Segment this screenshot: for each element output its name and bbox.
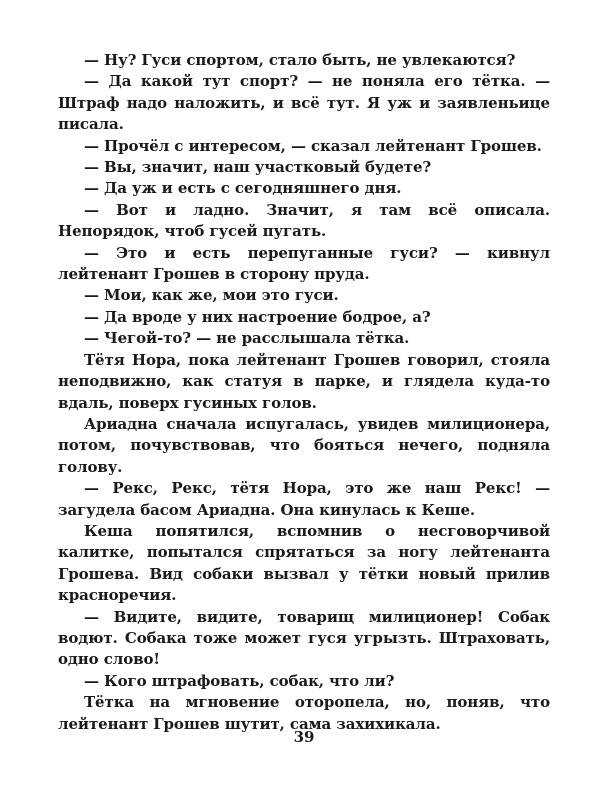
paragraph: — Вы, значит, наш участковый будете? (84, 158, 432, 177)
paragraph: — Это и есть перепуганные гуси? — кивнул лейтенант Грошев в сторону пруда. (58, 243, 550, 284)
paragraph: Тётя Нора, пока лейтенант Грошев говорил, стояла неподвижно, как статуя в парке, и глядела куда-то вдаль, поверх гусиных голов. (58, 350, 550, 412)
paragraph: — Вот и ладно. Значит, я там всё описала. Непорядок, чтоб гусей пугать. (58, 200, 550, 241)
paragraph: — Видите, видите, товарищ милиционер! Собак водют. Собака тоже может гуся угрызть. Штраховать, одно слово! (58, 607, 550, 669)
paragraph: — Да вроде у них настроение бодрое, а? (84, 307, 431, 326)
paragraph: — Ну? Гуси спортом, стало быть, не увлекаются? (84, 51, 516, 69)
paragraph: Тётка на мгновение оторопела, но, поняв, что лейтенант Грошев шутит, сама захихикала. (58, 693, 550, 733)
paragraph: Ариадна сначала испугалась, увидев милиционера, потом, почувствовав, что бояться нечего, подняла голову. (58, 414, 550, 476)
paragraph: — Чегой-то? — не расслышала тётка. (84, 329, 410, 348)
paragraph: — Да какой тут спорт? — не поняла его тётка. — Штраф надо наложить, и всё тут. Я уж и заявленьице писала. (58, 72, 550, 134)
paragraph: — Да уж и есть с сегодняшнего дня. (84, 179, 402, 198)
paragraph: — Рекс, Рекс, тётя Нора, это же наш Рекс! — загудела басом Ариадна. Она кинулась к Кеше. (58, 479, 550, 519)
paragraph: — Прочёл с интересом, — сказал лейтенант Грошев. (84, 136, 542, 155)
paragraph: Кеша попятился, вспомнив о несговорчивой калитке, попытался спрятаться за ногу лейтенанта Грошева. Вид собаки вызвал у тётки новый прилив красноречия. (58, 521, 550, 605)
body-text (58, 50, 550, 735)
paragraph: — Кого штрафовать, собак, что ли? (84, 671, 395, 690)
page-number: 39 (293, 728, 315, 746)
paragraph: — Мои, как же, мои это гуси. (84, 286, 339, 305)
